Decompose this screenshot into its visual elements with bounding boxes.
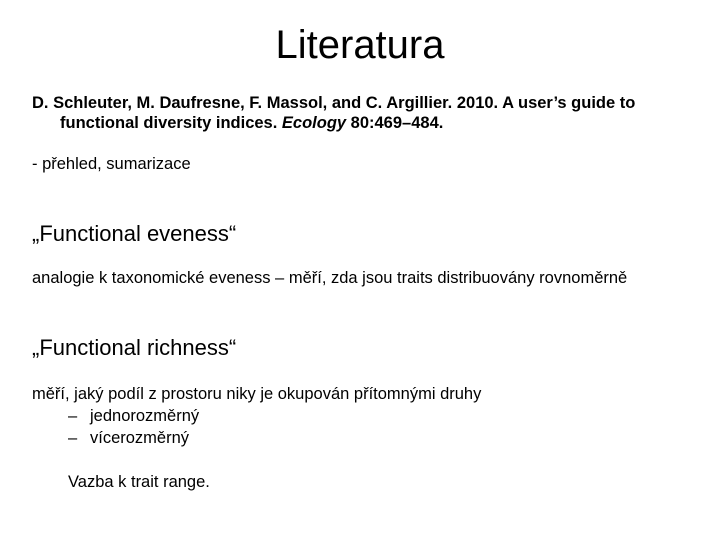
richness-item-multi-dimensional <box>68 428 189 448</box>
evenness-heading: „Functional eveness“ <box>32 221 237 246</box>
dash-bullet: – <box>68 407 78 425</box>
richness-item-one-dimensional <box>68 406 199 426</box>
richness-heading: „Functional richness“ <box>32 335 237 360</box>
richness-footer-note: Vazba k trait range. <box>68 473 210 491</box>
slide-title: Literatura <box>275 23 445 67</box>
evenness-description: analogie k taxonomické eveness – měří, zda jsou traits distribuovány rovnoměrně <box>32 269 628 287</box>
dash-bullet: – <box>68 429 78 447</box>
summary-note: - přehled, sumarizace <box>32 155 191 173</box>
richness-item-label: vícerozměrný <box>90 429 190 447</box>
reference-journal: Ecology <box>281 114 347 132</box>
reference-citation <box>32 93 702 133</box>
richness-description: měří, jaký podíl z prostoru niky je okupován přítomnými druhy <box>32 385 482 403</box>
richness-item-label: jednorozměrný <box>90 407 200 425</box>
reference-authors-title: D. Schleuter, M. Daufresne, F. Massol, and C. Argillier. 2010. A user’s guide to functional diversity indices. <box>32 94 636 132</box>
reference-volume-pages: 80:469–484. <box>346 114 444 132</box>
